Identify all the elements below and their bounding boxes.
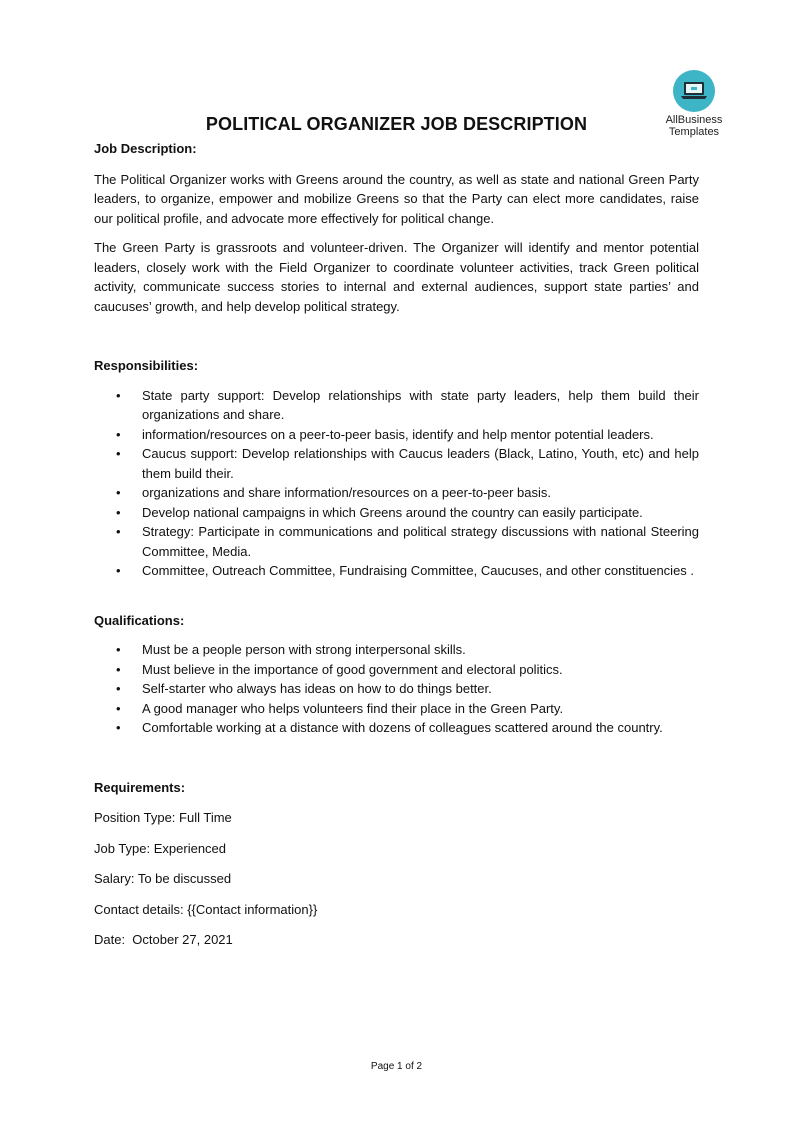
bullet-icon: • — [116, 485, 121, 500]
position-type: Position Type: Full Time — [94, 810, 232, 825]
requirements-heading: Requirements: — [94, 779, 186, 795]
document-date: Date: October 27, 2021 — [94, 932, 233, 947]
bullet-icon: • — [116, 681, 121, 696]
qualifications-heading: Qualifications: — [94, 612, 185, 628]
bullet-icon: • — [116, 504, 121, 520]
list-item — [94, 386, 699, 425]
laptop-icon — [673, 70, 715, 112]
list-item — [94, 503, 699, 523]
list-item — [94, 699, 699, 719]
list-item-text: A good manager who helps volunteers find their place in the Green Party. — [142, 700, 564, 716]
bullet-icon: • — [116, 426, 121, 442]
bullet-icon: • — [116, 642, 121, 657]
list-item-text: organizations and share information/resources on a peer-to-peer basis. — [142, 485, 552, 500]
list-item-text: information/resources on a peer-to-peer basis, identify and help mentor potential leaders. — [142, 426, 654, 442]
page-number: Page 1 of 2 — [370, 1061, 423, 1072]
list-item — [94, 444, 699, 483]
list-item — [94, 425, 699, 445]
bullet-icon: • — [116, 700, 121, 716]
job-description-paragraph: The Green Party is grassroots and volunteer-driven. The Organizer will identify and mentor potential leaders, closely work with the Field Organizer to coordinate volunteer activities, track Green political activity, communicate success stories to internal and external audiences, support state parties’ and caucuses’ growth, and help develop political strategy. — [94, 240, 699, 314]
list-item — [94, 640, 699, 660]
list-item — [94, 561, 699, 581]
job-description-paragraph: The Political Organizer works with Greens around the country, as well as state and national Green Party leaders, to organize, empower and mobilize Greens so that the Party can elect more candidates, raise our political profile, and advocate more effectively for political change. — [94, 171, 699, 226]
logo-text-line1: AllBusiness — [665, 114, 723, 126]
list-item — [94, 522, 699, 561]
list-item-text: Self-starter who always has ideas on how to do things better. — [142, 681, 492, 696]
responsibilities-heading: Responsibilities: — [94, 358, 199, 373]
list-item-text: Develop national campaigns in which Greens around the country can easily participate. — [142, 504, 643, 520]
logo-text-line2: Templates — [668, 126, 720, 138]
salary: Salary: To be discussed — [94, 871, 232, 886]
job-description-heading: Job Description: — [94, 141, 197, 156]
bullet-icon: • — [116, 524, 121, 539]
bullet-icon: • — [116, 446, 121, 461]
document-body — [94, 139, 699, 950]
list-item-text: Comfortable working at a distance with dozens of colleagues scattered around the country. — [142, 720, 663, 735]
bullet-icon: • — [116, 661, 121, 677]
document-title: POLITICAL ORGANIZER JOB DESCRIPTION — [205, 114, 588, 134]
job-type: Job Type: Experienced — [94, 840, 227, 856]
list-item-text: State party support: Develop relationships with state party leaders, help them build their organizations and share. — [142, 387, 699, 422]
list-item-text: Committee, Outreach Committee, Fundraising Committee, Caucuses, and other constituencies . — [142, 563, 695, 578]
responsibilities-list — [94, 386, 699, 581]
list-item — [94, 718, 699, 738]
contact-details: Contact details: {{Contact information}} — [94, 901, 318, 917]
list-item-text: Must believe in the importance of good government and electoral politics. — [142, 661, 563, 677]
list-item-text: Strategy: Participate in communications and political strategy discussions with national Steering Committee, Media. — [142, 524, 699, 559]
list-item — [94, 660, 699, 680]
bullet-icon: • — [116, 563, 121, 578]
bullet-icon: • — [116, 720, 121, 735]
bullet-icon: • — [116, 387, 121, 403]
list-item — [94, 483, 699, 503]
list-item — [94, 679, 699, 699]
qualifications-list — [94, 640, 699, 738]
list-item-text: Must be a people person with strong interpersonal skills. — [142, 642, 466, 657]
list-item-text: Caucus support: Develop relationships with Caucus leaders (Black, Latino, Youth, etc) and help them build their. — [142, 446, 699, 481]
